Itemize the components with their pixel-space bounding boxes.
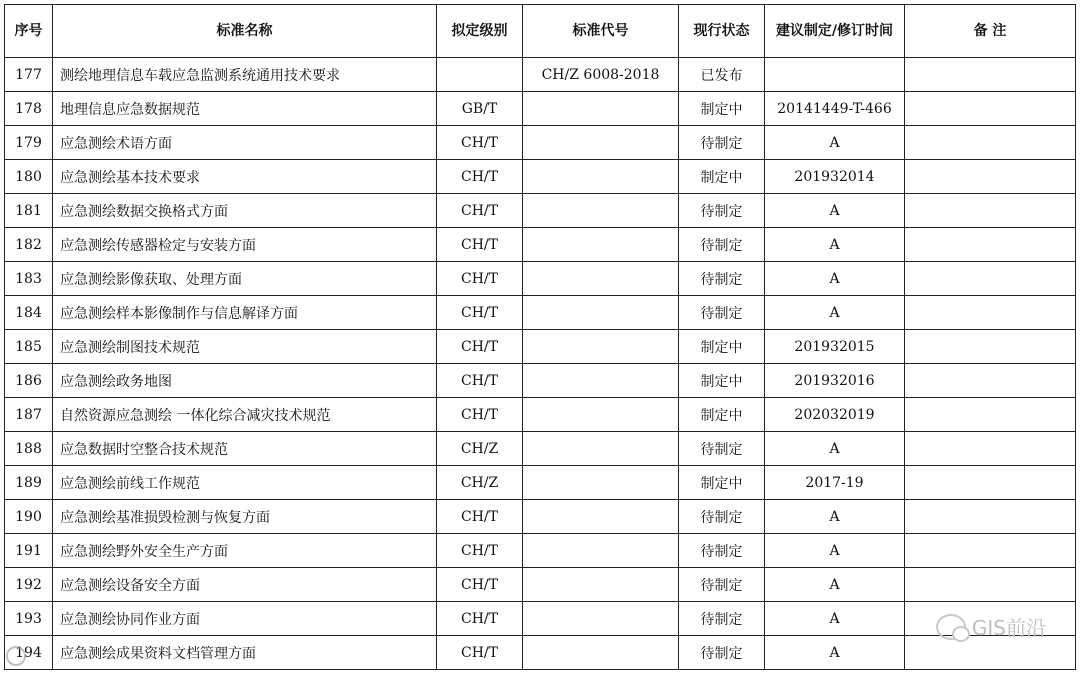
cell-level: CH/T — [437, 534, 523, 568]
table-row — [5, 466, 1076, 500]
cell-status: 待制定 — [679, 194, 765, 228]
cell-seq: 189 — [5, 466, 53, 500]
cell-seq: 183 — [5, 262, 53, 296]
cell-code — [523, 466, 679, 500]
cell-note — [905, 398, 1076, 432]
cell-level: CH/T — [437, 500, 523, 534]
cell-code — [523, 194, 679, 228]
cell-plan: A — [765, 432, 905, 466]
cell-plan: 2017-19 — [765, 466, 905, 500]
table-row — [5, 398, 1076, 432]
cell-name: 应急测绘设备安全方面 — [53, 568, 437, 602]
cell-name: 应急测绘数据交换格式方面 — [53, 194, 437, 228]
cell-status: 制定中 — [679, 330, 765, 364]
table-body — [5, 58, 1076, 670]
cell-seq: 192 — [5, 568, 53, 602]
cell-level: CH/T — [437, 568, 523, 602]
cell-level: CH/T — [437, 296, 523, 330]
cell-seq: 181 — [5, 194, 53, 228]
cell-note — [905, 126, 1076, 160]
cell-plan: A — [765, 500, 905, 534]
cell-level: CH/T — [437, 228, 523, 262]
cell-code — [523, 296, 679, 330]
cell-code — [523, 636, 679, 670]
cell-code — [523, 330, 679, 364]
table-row — [5, 194, 1076, 228]
cell-seq: 182 — [5, 228, 53, 262]
cell-status: 待制定 — [679, 432, 765, 466]
cell-code — [523, 568, 679, 602]
cell-note — [905, 500, 1076, 534]
header-status: 现行状态 — [679, 5, 765, 58]
cell-plan: A — [765, 636, 905, 670]
cell-note — [905, 160, 1076, 194]
cell-level: CH/T — [437, 364, 523, 398]
cell-level: CH/T — [437, 126, 523, 160]
table-row — [5, 500, 1076, 534]
cell-seq: 187 — [5, 398, 53, 432]
cell-status: 待制定 — [679, 534, 765, 568]
cell-seq: 177 — [5, 58, 53, 92]
cell-level: CH/T — [437, 398, 523, 432]
cell-plan: 201932016 — [765, 364, 905, 398]
table-row — [5, 330, 1076, 364]
cell-plan: A — [765, 534, 905, 568]
cell-plan: A — [765, 194, 905, 228]
cell-level — [437, 58, 523, 92]
cell-name: 应急测绘传感器检定与安装方面 — [53, 228, 437, 262]
table-row — [5, 92, 1076, 126]
left-watermark — [6, 646, 26, 666]
cell-name: 应急数据时空整合技术规范 — [53, 432, 437, 466]
table-row — [5, 126, 1076, 160]
cell-plan: 201932014 — [765, 160, 905, 194]
table-row — [5, 568, 1076, 602]
cell-code — [523, 602, 679, 636]
cell-status: 待制定 — [679, 228, 765, 262]
standards-table — [4, 4, 1076, 670]
cell-level: CH/T — [437, 602, 523, 636]
cell-level: CH/T — [437, 194, 523, 228]
cell-seq: 190 — [5, 500, 53, 534]
cell-plan: A — [765, 602, 905, 636]
cell-code — [523, 432, 679, 466]
cell-plan: A — [765, 262, 905, 296]
cell-note — [905, 296, 1076, 330]
cell-status: 待制定 — [679, 500, 765, 534]
cell-code — [523, 228, 679, 262]
cell-code: CH/Z 6008-2018 — [523, 58, 679, 92]
cell-plan: A — [765, 568, 905, 602]
cell-seq: 188 — [5, 432, 53, 466]
cell-name: 应急测绘基本技术要求 — [53, 160, 437, 194]
table-row — [5, 364, 1076, 398]
cell-note — [905, 58, 1076, 92]
cell-code — [523, 92, 679, 126]
cell-status: 待制定 — [679, 126, 765, 160]
watermark — [936, 612, 1046, 641]
cell-name: 应急测绘样本影像制作与信息解译方面 — [53, 296, 437, 330]
cell-status: 已发布 — [679, 58, 765, 92]
table-row — [5, 228, 1076, 262]
cell-seq: 184 — [5, 296, 53, 330]
cell-name: 应急测绘影像获取、处理方面 — [53, 262, 437, 296]
cell-level: CH/T — [437, 636, 523, 670]
cell-name: 应急测绘野外安全生产方面 — [53, 534, 437, 568]
cell-name: 测绘地理信息车载应急监测系统通用技术要求 — [53, 58, 437, 92]
cell-plan — [765, 58, 905, 92]
cell-code — [523, 160, 679, 194]
cell-level: CH/T — [437, 160, 523, 194]
cell-code — [523, 364, 679, 398]
watermark-logo-icon — [6, 646, 26, 666]
cell-code — [523, 262, 679, 296]
cell-level: CH/Z — [437, 466, 523, 500]
watermark-text: GIS前沿 — [971, 616, 1046, 640]
table-row — [5, 636, 1076, 670]
header-note: 备 注 — [905, 5, 1076, 58]
cell-code — [523, 126, 679, 160]
cell-plan: A — [765, 126, 905, 160]
cell-level: GB/T — [437, 92, 523, 126]
table-row — [5, 296, 1076, 330]
cell-code — [523, 398, 679, 432]
cell-plan: A — [765, 228, 905, 262]
cell-level: CH/Z — [437, 432, 523, 466]
table-row — [5, 602, 1076, 636]
cell-name: 自然资源应急测绘 一体化综合减灾技术规范 — [53, 398, 437, 432]
cell-plan: A — [765, 296, 905, 330]
cell-status: 待制定 — [679, 602, 765, 636]
cell-level: CH/T — [437, 262, 523, 296]
header-level: 拟定级别 — [437, 5, 523, 58]
cell-note — [905, 568, 1076, 602]
cell-seq: 194 — [5, 636, 53, 670]
cell-name: 应急测绘前线工作规范 — [53, 466, 437, 500]
table-row — [5, 262, 1076, 296]
cell-name: 应急测绘术语方面 — [53, 126, 437, 160]
cell-seq: 179 — [5, 126, 53, 160]
cell-name: 应急测绘协同作业方面 — [53, 602, 437, 636]
cell-seq: 180 — [5, 160, 53, 194]
cell-note — [905, 228, 1076, 262]
cell-plan: 20141449-T-466 — [765, 92, 905, 126]
wechat-icon — [936, 614, 966, 640]
cell-status: 待制定 — [679, 296, 765, 330]
table-row — [5, 58, 1076, 92]
cell-note — [905, 330, 1076, 364]
cell-seq: 178 — [5, 92, 53, 126]
cell-status: 制定中 — [679, 160, 765, 194]
cell-status: 制定中 — [679, 364, 765, 398]
cell-note — [905, 364, 1076, 398]
cell-seq: 193 — [5, 602, 53, 636]
cell-status: 制定中 — [679, 398, 765, 432]
cell-note — [905, 194, 1076, 228]
cell-note — [905, 534, 1076, 568]
cell-name: 地理信息应急数据规范 — [53, 92, 437, 126]
table-row — [5, 534, 1076, 568]
cell-note — [905, 262, 1076, 296]
cell-code — [523, 500, 679, 534]
cell-seq: 185 — [5, 330, 53, 364]
cell-plan: 202032019 — [765, 398, 905, 432]
cell-code — [523, 534, 679, 568]
header-plan: 建议制定/修订时间 — [765, 5, 905, 58]
cell-note — [905, 466, 1076, 500]
cell-note — [905, 92, 1076, 126]
cell-name: 应急测绘成果资料文档管理方面 — [53, 636, 437, 670]
header-seq: 序号 — [5, 5, 53, 58]
cell-name: 应急测绘基准损毁检测与恢复方面 — [53, 500, 437, 534]
header-name: 标准名称 — [53, 5, 437, 58]
table-row — [5, 160, 1076, 194]
cell-status: 制定中 — [679, 92, 765, 126]
cell-status: 待制定 — [679, 636, 765, 670]
cell-name: 应急测绘政务地图 — [53, 364, 437, 398]
cell-seq: 186 — [5, 364, 53, 398]
cell-status: 制定中 — [679, 466, 765, 500]
cell-note — [905, 432, 1076, 466]
cell-status: 待制定 — [679, 568, 765, 602]
cell-status: 待制定 — [679, 262, 765, 296]
table-row — [5, 432, 1076, 466]
header-code: 标准代号 — [523, 5, 679, 58]
cell-plan: 201932015 — [765, 330, 905, 364]
cell-level: CH/T — [437, 330, 523, 364]
cell-seq: 191 — [5, 534, 53, 568]
cell-name: 应急测绘制图技术规范 — [53, 330, 437, 364]
table-header-row — [5, 5, 1076, 58]
